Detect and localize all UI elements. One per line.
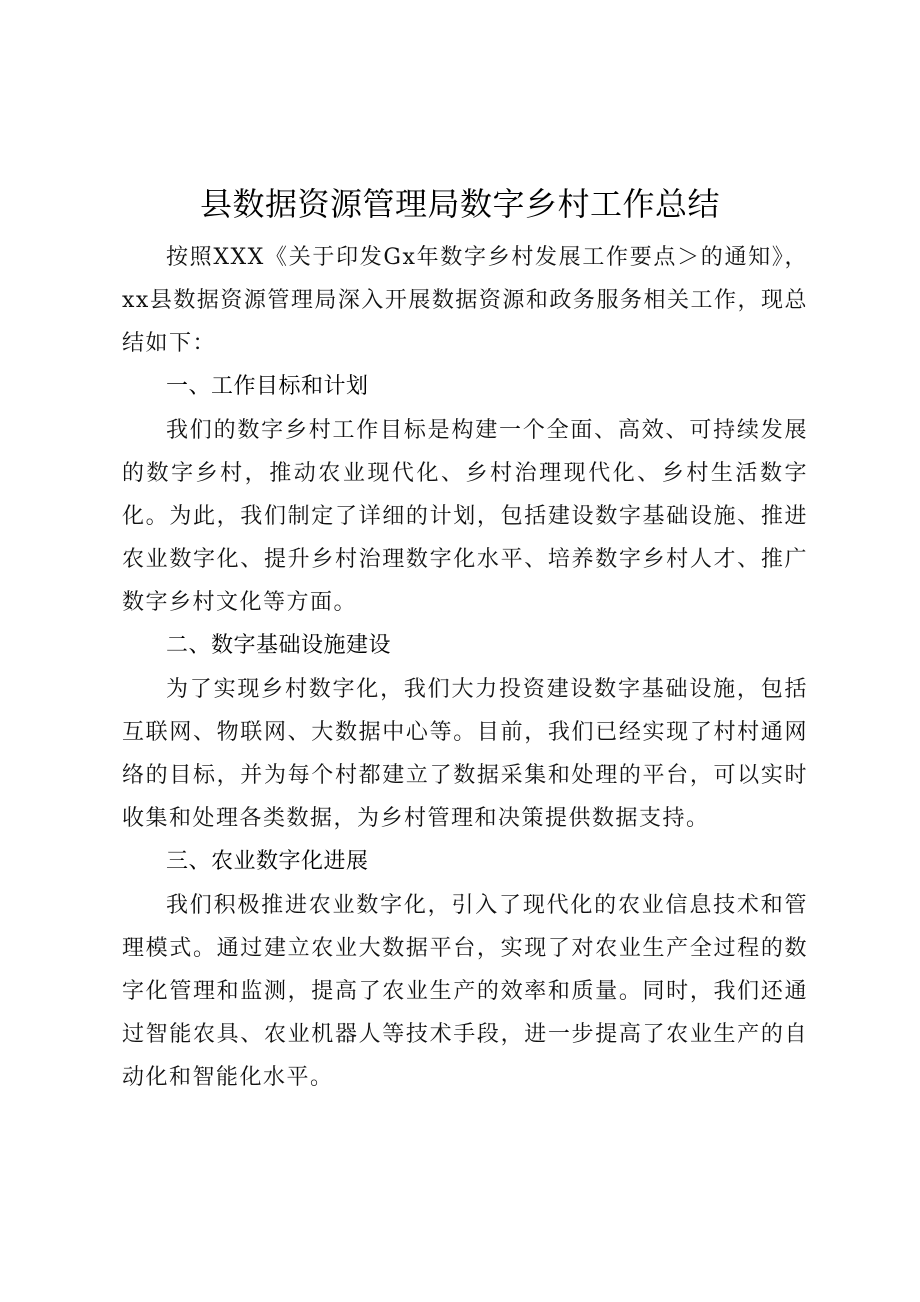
document-body xyxy=(122,236,808,1099)
section-infrastructure xyxy=(122,624,808,840)
section-goals xyxy=(122,365,808,624)
page-title: 县数据资源管理局数字乡村工作总结 xyxy=(199,185,720,223)
section-heading: 二、数字基础设施建设 xyxy=(166,633,392,658)
section-paragraph: 我们积极推进农业数字化，引入了现代化的农业信息技术和管理模式。通过建立农业大数据平台，实现了对农业生产全过程的数字化管理和监测，提高了农业生产的效率和质量。同时，我们还通过智能农具、农业机器人等技术手段，进一步提高了农业生产的自动化和智能化水平。 xyxy=(122,893,808,1090)
section-heading: 三、农业数字化进展 xyxy=(166,849,369,874)
section-paragraph: 我们的数字乡村工作目标是构建一个全面、高效、可持续发展的数字乡村，推动农业现代化、乡村治理现代化、乡村生活数字化。为此，我们制定了详细的计划，包括建设数字基础设施、推进农业数字化、提升乡村治理数字化水平、培养数字乡村人才、推广数字乡村文化等方面。 xyxy=(122,418,808,615)
section-paragraph: 为了实现乡村数字化，我们大力投资建设数字基础设施，包括互联网、物联网、大数据中心等。目前，我们已经实现了村村通网络的目标，并为每个村都建立了数据采集和处理的平台，可以实时收集和处理各类数据，为乡村管理和决策提供数据支持。 xyxy=(122,677,808,831)
section-heading: 一、工作目标和计划 xyxy=(166,374,369,399)
intro-paragraph: 按照XXX《关于印发Gx年数字乡村发展工作要点＞的通知》，xx县数据资源管理局深入开展数据资源和政务服务相关工作，现总结如下： xyxy=(122,245,808,356)
section-agriculture xyxy=(122,840,808,1099)
